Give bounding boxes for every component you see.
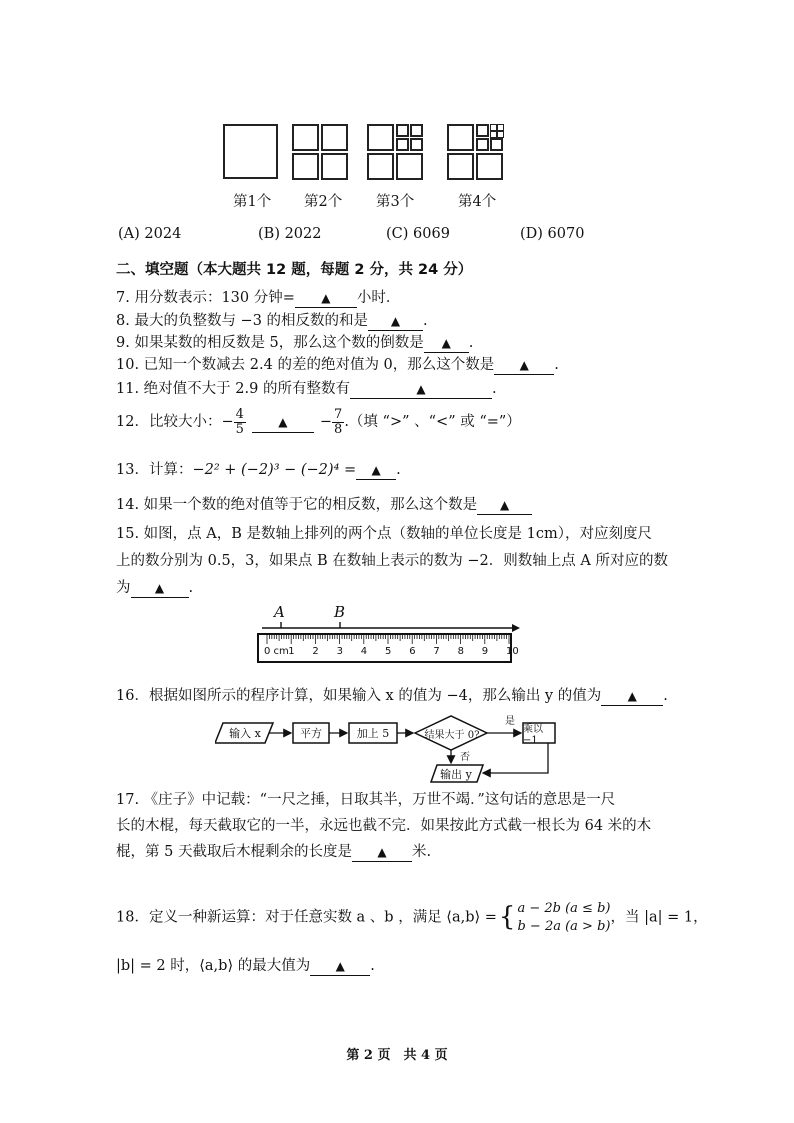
figure-4-square: [476, 153, 503, 180]
question-text: 18．定义一种新运算：对于任意实数 a 、b ，满足 ⟨a,b⟩ =: [116, 909, 497, 926]
figure-3-square: [396, 153, 423, 180]
figure-2-square: [292, 124, 319, 151]
question-text: 米.: [411, 844, 432, 860]
add-label: 加上 5: [356, 727, 390, 740]
answer-marker: ▲: [416, 382, 426, 396]
question-text: 14. 如果一个数的绝对值等于它的相反数，那么这个数是: [116, 497, 478, 513]
answer-blank: [356, 462, 396, 480]
answer-marker: ▲: [441, 336, 451, 350]
option-a: (A) 2024: [118, 226, 182, 242]
question-17-line-3: [116, 844, 431, 862]
case-1: a − 2b (a ≤ b): [517, 901, 611, 916]
answer-marker: ▲: [335, 959, 345, 973]
figure-4-square: [490, 131, 497, 138]
ruler-tick-label: 4: [360, 646, 368, 657]
figure-label: 第1个: [233, 194, 272, 210]
figure-2-square: [321, 153, 348, 180]
question-text: 10. 已知一个数减去 2.4 的差的绝对值为 0，那么这个数是: [116, 357, 495, 373]
question-11: [116, 381, 497, 399]
question-10: [116, 357, 559, 375]
figure-4-square: [490, 138, 503, 151]
question-text: ，当 |a| = 1，: [610, 909, 708, 926]
question-8: [116, 313, 428, 331]
yes-label: 是: [505, 715, 515, 727]
fraction-seven-eighths: $\frac{7}{8}$: [334, 407, 343, 437]
option-b: (B) 2022: [258, 226, 322, 242]
question-text: 13．计算：: [116, 462, 193, 478]
question-15-line-3: [116, 580, 193, 598]
figure-3-square: [367, 153, 394, 180]
figure-4-square: [497, 124, 504, 131]
question-text: .: [663, 688, 668, 704]
answer-marker: ▲: [519, 358, 529, 372]
question-text: .: [188, 580, 194, 596]
input-label: 输入 x: [229, 727, 261, 740]
question-13: [116, 462, 401, 480]
figure-3-square: [396, 124, 409, 137]
figure-2-square: [292, 153, 319, 180]
ruler-tick-label: 1: [288, 646, 295, 657]
ruler-tick-label: 5: [385, 646, 392, 657]
figure-label: 第3个: [376, 194, 415, 210]
answer-blank: [252, 414, 314, 432]
math-expression: −2² + (−2)³ − (−2)⁴ =: [192, 462, 357, 478]
answer-marker: ▲: [278, 415, 288, 430]
question-text: 为: [116, 580, 131, 596]
answer-blank: [368, 313, 423, 331]
section-title: 二、填空题（本大题共 12 题，每题 2 分，共 24 分）: [116, 262, 473, 278]
question-14: [116, 497, 532, 515]
question-text: .: [396, 462, 401, 478]
answer-marker: ▲: [390, 314, 401, 328]
answer-blank: [601, 688, 663, 706]
question-text: .: [554, 357, 559, 373]
question-7: [116, 290, 400, 308]
answer-blank: [352, 844, 412, 862]
figure-4-square: [447, 153, 474, 180]
question-text: 小时．: [356, 290, 401, 306]
ruler-tick-label: 0 cm: [264, 646, 289, 657]
question-text: 棍，第 5 天截取后木棍剩余的长度是: [116, 844, 352, 860]
figure-3-square: [410, 124, 423, 137]
ruler-tick-label: 7: [433, 646, 440, 657]
option-c: (C) 6069: [386, 226, 450, 242]
answer-marker: ▲: [377, 845, 387, 859]
condition-label: 结果大于 0?: [424, 729, 480, 741]
piecewise-cases: [517, 900, 610, 935]
point-b-label: B: [334, 603, 346, 621]
figure-3-square: [367, 124, 394, 151]
flow-arrow-back: [483, 743, 548, 773]
square-label: 平方: [300, 727, 322, 740]
ruler-tick-label: 9: [481, 646, 489, 657]
answer-blank: [310, 958, 370, 976]
answer-blank: [477, 497, 532, 515]
answer-marker: ▲: [371, 463, 381, 477]
figure-3-square: [396, 138, 409, 151]
question-15-line-2: 上的数分别为 0.5，3，如果点 B 在数轴上表示的数为 −2．则数轴上点 A 所对应的数: [116, 553, 668, 569]
brace-symbol: {: [498, 901, 516, 932]
arrow-right-icon: [512, 624, 520, 632]
question-text: 16．根据如图所示的程序计算，如果输入 x 的值为 −4，那么输出 y 的值为: [116, 688, 602, 704]
answer-blank: [424, 335, 469, 353]
answer-blank: [350, 381, 492, 399]
question-18-line-1: [116, 900, 708, 935]
question-18-line-2: [116, 958, 375, 976]
multiply-label: 乘以 −1: [523, 724, 543, 746]
question-text: |b| = 2 时，⟨a,b⟩ 的最大值为: [116, 958, 311, 974]
question-text: 12．比较大小：−: [116, 414, 234, 431]
ruler-tick-marks: [267, 635, 509, 644]
question-text: 9. 如果某数的相反数是 5，那么这个数的倒数是: [116, 335, 424, 351]
figure-4-square: [476, 138, 489, 151]
point-a-label: A: [274, 603, 285, 621]
answer-marker: ▲: [321, 291, 331, 305]
figure-1-square: [223, 124, 278, 179]
answer-blank: [494, 357, 554, 375]
ruler-tick-label: 10: [506, 646, 519, 657]
figure-label: 第2个: [304, 194, 343, 210]
answer-marker: ▲: [500, 498, 510, 512]
figure-label: 第4个: [458, 194, 497, 210]
question-text: .: [491, 381, 497, 397]
question-text: .: [423, 313, 428, 329]
figure-4-square: [476, 124, 489, 137]
answer-marker: ▲: [154, 581, 165, 595]
figure-3-square: [410, 138, 423, 151]
output-label: 输出 y: [440, 767, 472, 781]
question-text: .（填 “>” 、“<” 或 “=”）: [344, 414, 521, 431]
ruler-tick-label: 3: [336, 646, 343, 657]
question-17-line-2: 长的木棍，每天截取它的一半，永远也截不完．如果按此方式截一根长为 64 米的木: [116, 818, 652, 834]
ruler-tick-label: 8: [457, 646, 464, 657]
question-15-line-1: 15. 如图，点 A，B 是数轴上排列的两个点（数轴的单位长度是 1cm），对应刻度尺: [116, 526, 652, 542]
page-footer: 第 2 页 共 4 页: [346, 1048, 448, 1063]
figure-4-square: [490, 124, 497, 131]
answer-marker: ▲: [627, 689, 637, 703]
question-9: [116, 335, 473, 353]
question-17-line-1: 17. 《庄子》中记载：“一尺之捶，日取其半，万世不竭．”这句话的意思是一尺: [116, 792, 616, 808]
figure-2-square: [321, 124, 348, 151]
question-text: .: [370, 958, 375, 974]
answer-blank: [295, 290, 357, 308]
figure-4-square: [447, 124, 474, 151]
question-text: −: [319, 414, 333, 431]
ruler-tick-label: 6: [409, 646, 416, 657]
fraction-four-fifths: $\frac{4}{5}$: [235, 407, 244, 437]
question-text: 8. 最大的负整数与 −3 的相反数的和是: [116, 313, 369, 329]
question-16: [116, 688, 668, 706]
question-text: .: [468, 335, 474, 351]
case-2: b − 2a (a > b): [517, 918, 611, 934]
figure-4-square: [497, 131, 504, 138]
ruler-tick-label: 2: [312, 646, 319, 657]
option-d: (D) 6070: [520, 226, 585, 242]
question-12: [116, 408, 521, 436]
no-label: 否: [460, 751, 470, 763]
question-text: 7. 用分数表示：130 分钟=: [116, 290, 295, 306]
question-text: 11. 绝对值不大于 2.9 的所有整数有: [116, 381, 350, 397]
answer-blank: [131, 580, 189, 598]
